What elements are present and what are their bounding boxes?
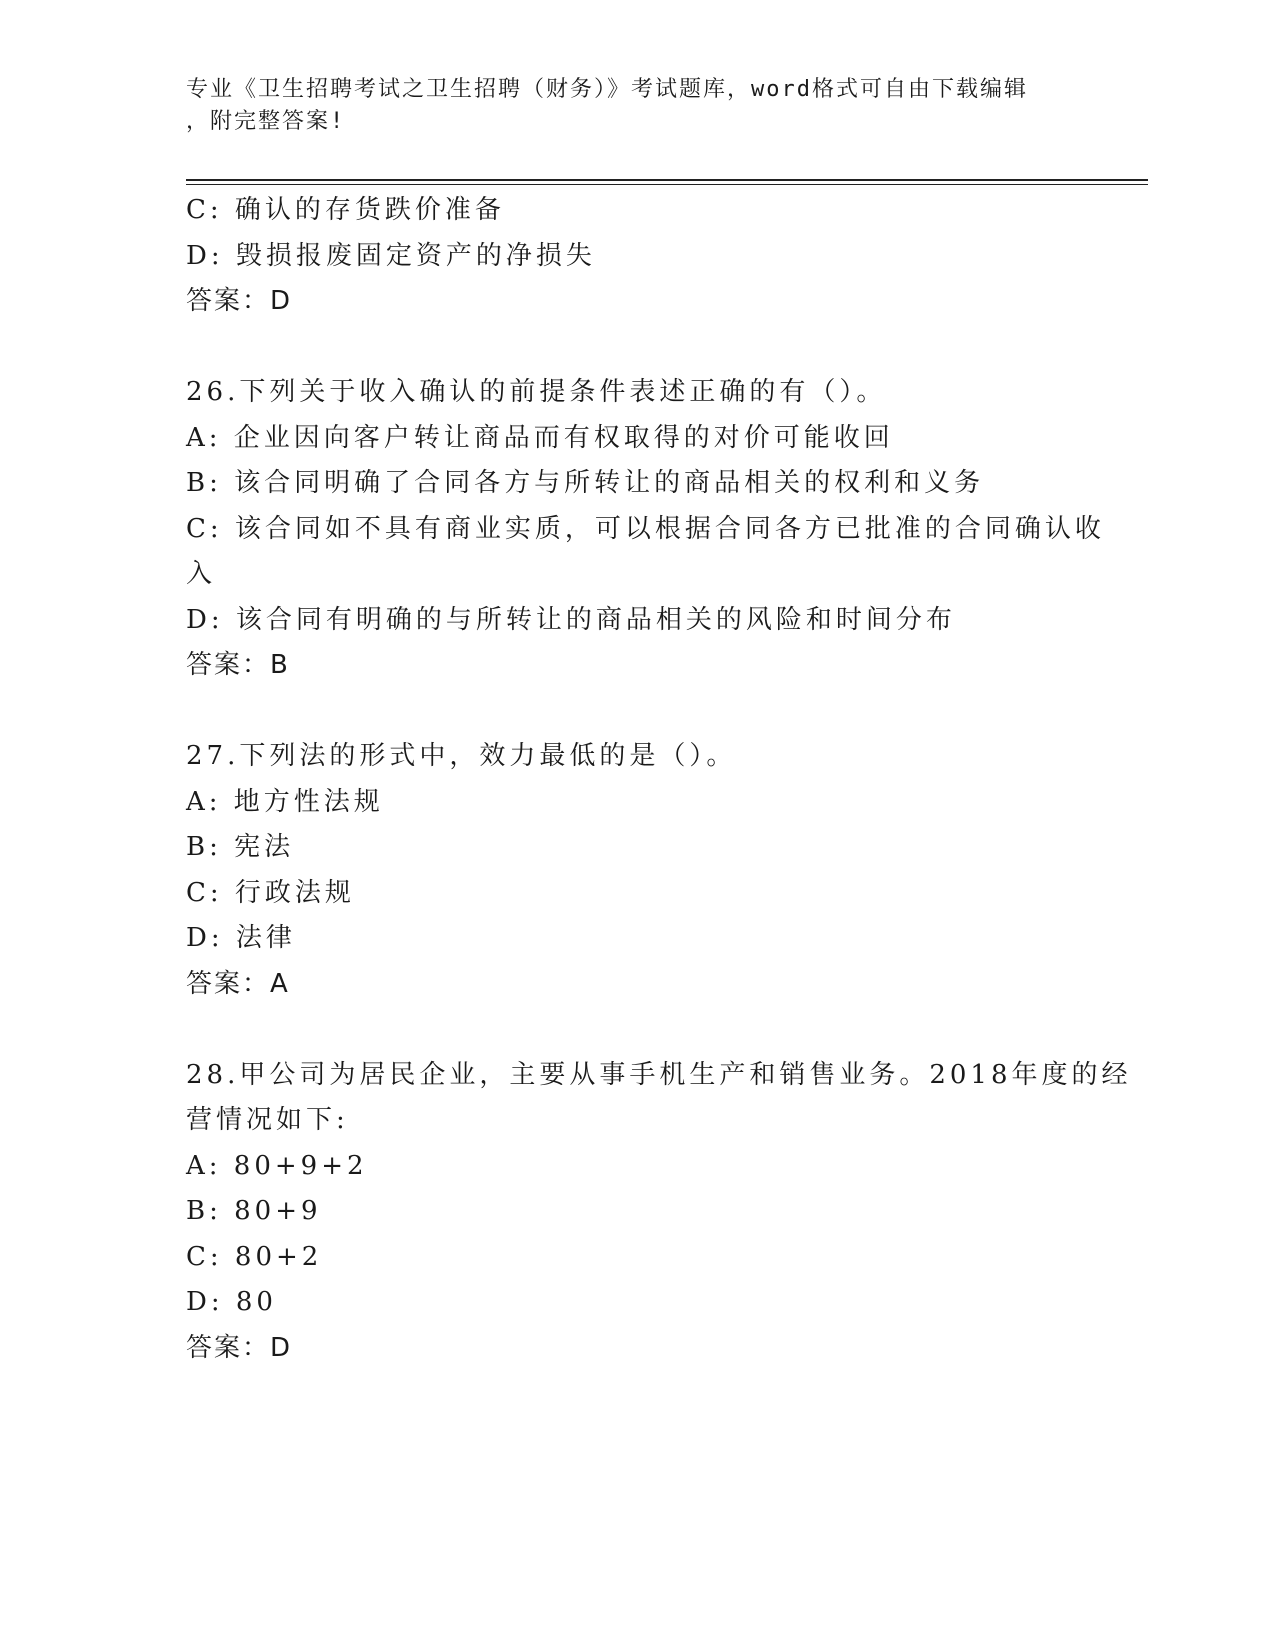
option: D: 法律 <box>186 923 296 953</box>
option: 入 <box>186 559 217 589</box>
option: C: 确认的存货跌价准备 <box>186 195 505 225</box>
option: A: 地方性法规 <box>186 786 384 817</box>
header-rule <box>186 179 1148 181</box>
option: B: 该合同明确了合同各方与所转让的商品相关的权利和义务 <box>186 468 985 498</box>
spacer <box>186 1007 1086 1053</box>
option: D: 该合同有明确的与所转让的商品相关的风险和时间分布 <box>186 604 956 635</box>
question-stem: 27.下列法的形式中，效力最低的是（）。 <box>186 741 737 771</box>
answer: 答案：D <box>186 286 293 316</box>
question-stem: 26.下列关于收入确认的前提条件表述正确的有（）。 <box>186 377 887 407</box>
answer: 答案：B <box>186 650 290 680</box>
option: B: 80+9 <box>186 1196 322 1226</box>
question-block <box>186 370 1105 689</box>
question-block <box>186 188 1086 325</box>
header-line: 专业《卫生招聘考试之卫生招聘（财务）》考试题库，word格式可自由下载编辑 <box>186 77 1028 102</box>
page-header <box>186 74 1086 138</box>
spacer <box>186 325 1086 371</box>
question-block <box>186 1053 1132 1372</box>
answer: 答案：D <box>186 1332 293 1363</box>
header-rule <box>186 184 1148 185</box>
option: C: 行政法规 <box>186 877 355 908</box>
option: C: 80+2 <box>186 1241 323 1272</box>
question-stem: 营情况如下: <box>186 1105 349 1135</box>
option: C: 该合同如不具有商业实质，可以根据合同各方已批准的合同确认收 <box>186 513 1105 544</box>
option: A: 企业因向客户转让商品而有权取得的对价可能收回 <box>186 422 894 453</box>
header-line: ，附完整答案! <box>186 109 346 134</box>
spacer <box>186 689 1086 735</box>
option: D: 毁损报废固定资产的净损失 <box>186 240 596 271</box>
question-list <box>186 188 1132 1371</box>
option: B: 宪法 <box>186 832 295 862</box>
question-block <box>186 734 1086 1007</box>
option: A: 80+9+2 <box>186 1150 368 1181</box>
answer: 答案：A <box>186 968 290 999</box>
question-stem: 28.甲公司为居民企业，主要从事手机生产和销售业务。2018年度的经 <box>186 1059 1132 1090</box>
option: D: 80 <box>186 1287 277 1317</box>
